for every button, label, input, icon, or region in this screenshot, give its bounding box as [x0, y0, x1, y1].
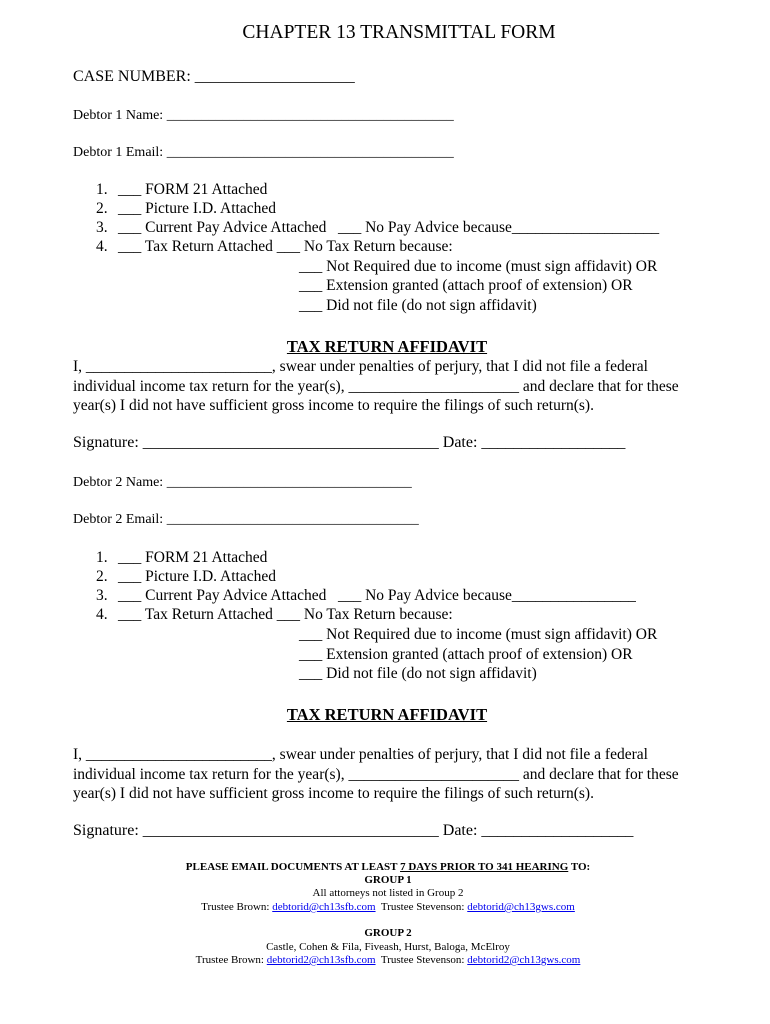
- debtor2-email-field[interactable]: Debtor 2 Email: ____________________________________: [73, 512, 419, 527]
- debtor2-sub-option[interactable]: ___ Not Required due to income (must sign affidavit) OR: [299, 626, 658, 643]
- debtor2-affidavit-text[interactable]: I, ________________________, swear under penalties of perjury, that I did not file a federal individual income tax return for the year(s), ______________________ and declare that for these year(s) I did not have sufficient gross income to require the filings of such return(s).: [73, 746, 679, 802]
- debtor2-checklist-item[interactable]: [96, 549, 267, 567]
- debtor1-affidavit-heading: TAX RETURN AFFIDAVIT: [286, 337, 488, 356]
- item-text: ___ Current Pay Advice Attached ___ No Pay Advice because________________: [118, 587, 636, 604]
- debtor2-checklist-item[interactable]: [96, 568, 276, 586]
- debtor1-affidavit-text[interactable]: I, ________________________, swear under penalties of perjury, that I did not file a federal individual income tax return for the year(s), ______________________ and declare that for these year(s) I did not have sufficient gross income to require the filings of such return(s).: [73, 358, 679, 414]
- group2-title: GROUP 2: [364, 927, 412, 939]
- group1-title: GROUP 1: [364, 874, 412, 886]
- debtor2-checklist-item[interactable]: [96, 606, 453, 624]
- group1-trustees: [0, 901, 770, 913]
- group2-trustees: [0, 954, 770, 966]
- item-number: 3.: [96, 219, 108, 236]
- debtor1-checklist-item[interactable]: [96, 200, 276, 218]
- item-text: ___ Picture I.D. Attached: [118, 200, 276, 217]
- trustee-brown-label: Trustee Brown:: [201, 901, 273, 913]
- trustee-stevenson-label: Trustee Stevenson:: [375, 954, 468, 966]
- trustee-brown-email-link[interactable]: debtorid@ch13sfb.com: [272, 901, 376, 913]
- item-text: ___ Picture I.D. Attached: [118, 568, 276, 585]
- trustee-stevenson-email-link[interactable]: debtorid@ch13gws.com: [467, 901, 575, 913]
- item-text: ___ FORM 21 Attached: [118, 549, 268, 566]
- debtor2-name-field[interactable]: Debtor 2 Name: ___________________________________: [73, 475, 412, 490]
- case-number-field[interactable]: CASE NUMBER: ____________________: [73, 68, 355, 85]
- item-text: ___ Tax Return Attached ___ No Tax Return because:: [118, 606, 453, 623]
- debtor2-signature-field[interactable]: Signature: _____________________________________ Date: ___________________: [73, 822, 634, 839]
- item-number: 3.: [96, 587, 108, 604]
- item-text: ___ Tax Return Attached ___ No Tax Return because:: [118, 238, 453, 255]
- item-number: 4.: [96, 238, 108, 255]
- notice-prefix: PLEASE EMAIL DOCUMENTS AT LEAST: [185, 861, 401, 873]
- trustee-brown-label: Trustee Brown:: [195, 954, 267, 966]
- trustee-stevenson-email-link[interactable]: debtorid2@ch13gws.com: [467, 954, 581, 966]
- item-number: 1.: [96, 549, 108, 566]
- debtor2-sub-option[interactable]: ___ Extension granted (attach proof of extension) OR: [299, 646, 633, 663]
- email-notice: [0, 861, 770, 873]
- group1-description: All attorneys not listed in Group 2: [312, 887, 464, 899]
- form-title: CHAPTER 13 TRANSMITTAL FORM: [242, 22, 556, 43]
- debtor1-sub-option[interactable]: ___ Extension granted (attach proof of extension) OR: [299, 277, 633, 294]
- item-number: 1.: [96, 181, 108, 198]
- debtor1-sub-option[interactable]: ___ Not Required due to income (must sign affidavit) OR: [299, 258, 658, 275]
- debtor2-sub-option[interactable]: ___ Did not file (do not sign affidavit): [299, 665, 537, 682]
- trustee-brown-email-link[interactable]: debtorid2@ch13sfb.com: [266, 954, 376, 966]
- item-number: 4.: [96, 606, 108, 623]
- debtor2-checklist-item[interactable]: [96, 587, 636, 605]
- debtor1-sub-option[interactable]: ___ Did not file (do not sign affidavit): [299, 297, 537, 314]
- item-text: ___ Current Pay Advice Attached ___ No Pay Advice because___________________: [118, 219, 660, 236]
- debtor1-signature-field[interactable]: Signature: _____________________________________ Date: __________________: [73, 434, 626, 451]
- debtor1-checklist-item[interactable]: [96, 219, 659, 237]
- debtor1-name-field[interactable]: Debtor 1 Name: _________________________________________: [73, 108, 454, 123]
- group2-description: Castle, Cohen & Fila, Fiveash, Hurst, Baloga, McElroy: [266, 941, 510, 953]
- notice-deadline: 7 DAYS PRIOR TO 341 HEARING: [400, 861, 569, 873]
- debtor1-checklist-item[interactable]: [96, 238, 453, 256]
- notice-suffix: TO:: [568, 861, 591, 873]
- item-number: 2.: [96, 200, 108, 217]
- trustee-stevenson-label: Trustee Stevenson:: [375, 901, 468, 913]
- debtor2-affidavit-heading: TAX RETURN AFFIDAVIT: [286, 705, 488, 724]
- debtor1-checklist-item[interactable]: [96, 181, 267, 199]
- item-text: ___ FORM 21 Attached: [118, 181, 268, 198]
- debtor1-email-field[interactable]: Debtor 1 Email: _________________________________________: [73, 145, 454, 160]
- item-number: 2.: [96, 568, 108, 585]
